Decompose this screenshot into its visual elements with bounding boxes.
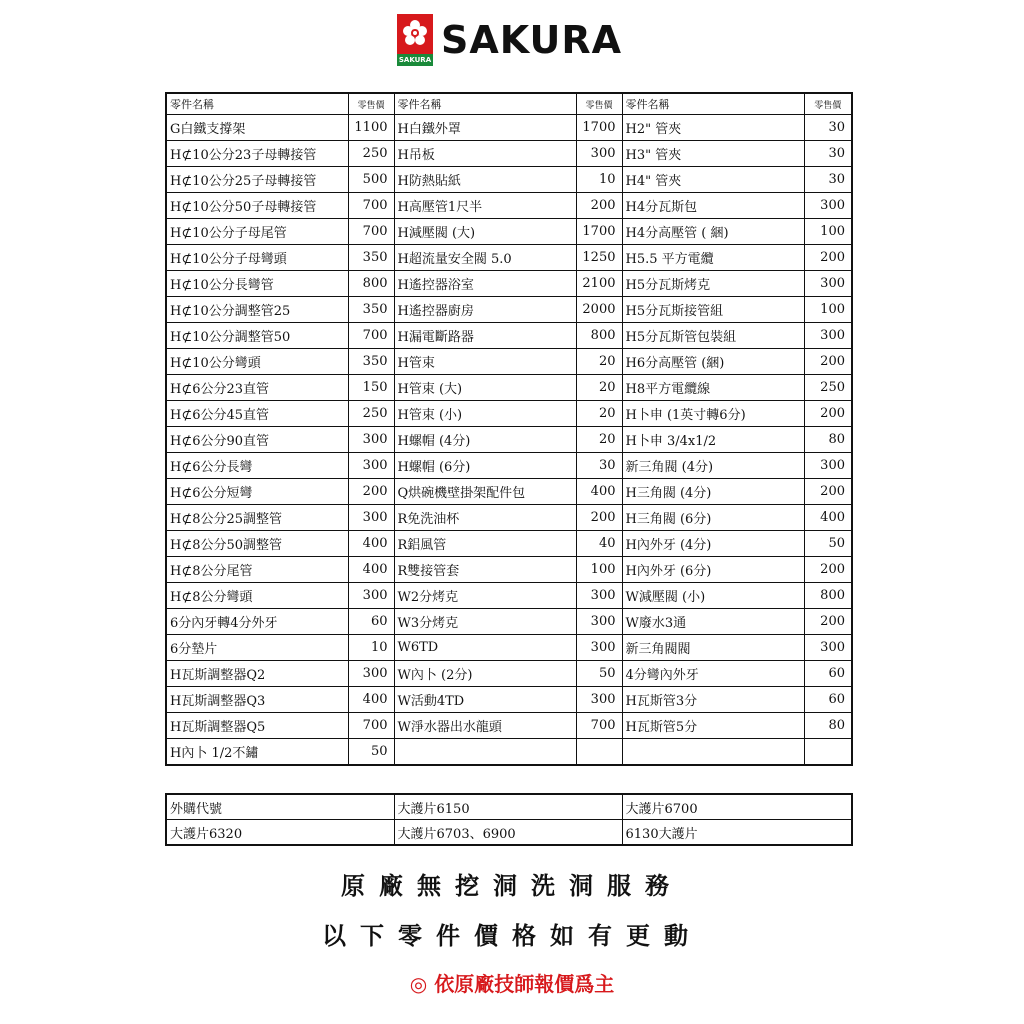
part-price: 20 <box>576 427 622 453</box>
part-price: 1700 <box>576 219 622 245</box>
table-row <box>166 323 852 349</box>
part-name: H內外牙 (4分) <box>622 531 804 557</box>
part-price: 300 <box>348 583 394 609</box>
part-price: 60 <box>804 661 852 687</box>
part-price: 400 <box>804 505 852 531</box>
part-name: R鋁風管 <box>394 531 576 557</box>
table-row <box>166 531 852 557</box>
table-row <box>166 609 852 635</box>
part-price: 40 <box>576 531 622 557</box>
header-part-name: 零件名稱 <box>394 93 576 115</box>
part-name: H⊄8公分50調整管 <box>166 531 348 557</box>
part-price: 1700 <box>576 115 622 141</box>
part-price: 400 <box>576 479 622 505</box>
part-name: H4" 管夾 <box>622 167 804 193</box>
part-price: 800 <box>804 583 852 609</box>
part-price: 300 <box>348 453 394 479</box>
part-price: 30 <box>804 141 852 167</box>
part-name: W淨水器出水龍頭 <box>394 713 576 739</box>
table-row <box>166 115 852 141</box>
part-price: 800 <box>576 323 622 349</box>
table-row <box>166 713 852 739</box>
part-price: 50 <box>804 531 852 557</box>
table-header-row <box>166 93 852 115</box>
part-name: H瓦斯調整器Q3 <box>166 687 348 713</box>
table-row <box>166 687 852 713</box>
part-price: 10 <box>348 635 394 661</box>
part-name: H瓦斯管5分 <box>622 713 804 739</box>
part-price: 300 <box>576 687 622 713</box>
part-price: 200 <box>804 401 852 427</box>
part-name: H管束 (小) <box>394 401 576 427</box>
part-name: R雙接管套 <box>394 557 576 583</box>
part-name: R免洗油杯 <box>394 505 576 531</box>
part-name: H螺帽 (4分) <box>394 427 576 453</box>
part-price: 250 <box>804 375 852 401</box>
part-name: W活動4TD <box>394 687 576 713</box>
part-name: H三角閥 (4分) <box>622 479 804 505</box>
part-name: H⊄10公分調整管50 <box>166 323 348 349</box>
part-price: 150 <box>348 375 394 401</box>
part-name <box>394 739 576 766</box>
part-name: H吊板 <box>394 141 576 167</box>
part-price: 30 <box>804 167 852 193</box>
part-name: H⊄6公分90直管 <box>166 427 348 453</box>
part-price: 30 <box>576 453 622 479</box>
part-price: 20 <box>576 401 622 427</box>
part-name: H8平方電纜線 <box>622 375 804 401</box>
part-name: H卜申 3/4x1/2 <box>622 427 804 453</box>
part-name: H瓦斯調整器Q5 <box>166 713 348 739</box>
part-price: 200 <box>576 193 622 219</box>
header-price: 零售價 <box>348 93 394 115</box>
part-price: 700 <box>348 193 394 219</box>
notice-no-drilling: 原廠無挖洞洗洞服務 <box>341 872 683 900</box>
part-price: 200 <box>576 505 622 531</box>
part-price: 100 <box>576 557 622 583</box>
part-name: H4分高壓管 ( 綑) <box>622 219 804 245</box>
part-price: 60 <box>348 609 394 635</box>
part-price: 200 <box>804 245 852 271</box>
part-name: H螺帽 (6分) <box>394 453 576 479</box>
part-name: H⊄10公分長彎管 <box>166 271 348 297</box>
part-price: 200 <box>804 479 852 505</box>
part-price: 80 <box>804 713 852 739</box>
part-price: 200 <box>804 557 852 583</box>
part-name: H⊄6公分45直管 <box>166 401 348 427</box>
part-name: H⊄8公分25調整管 <box>166 505 348 531</box>
part-name <box>622 739 804 766</box>
part-name: H三角閥 (6分) <box>622 505 804 531</box>
part-price: 1250 <box>576 245 622 271</box>
parts-price-table <box>165 92 853 766</box>
brand-logo <box>397 12 622 68</box>
part-price: 300 <box>804 453 852 479</box>
external-code-cell: 6130大護片 <box>622 820 852 846</box>
part-name: H4分瓦斯包 <box>622 193 804 219</box>
part-price: 700 <box>348 713 394 739</box>
table-row <box>166 271 852 297</box>
part-name: H卜申 (1英寸轉6分) <box>622 401 804 427</box>
part-name: H遙控器廚房 <box>394 297 576 323</box>
part-name: H⊄10公分子母彎頭 <box>166 245 348 271</box>
part-name: 4分彎內外牙 <box>622 661 804 687</box>
table-row <box>166 375 852 401</box>
part-name: 新三角閥閥 <box>622 635 804 661</box>
header-part-name: 零件名稱 <box>166 93 348 115</box>
part-price: 1100 <box>348 115 394 141</box>
table-row <box>166 739 852 766</box>
part-price: 800 <box>348 271 394 297</box>
table-row <box>166 219 852 245</box>
part-price: 50 <box>576 661 622 687</box>
table-row <box>166 427 852 453</box>
part-name: H瓦斯管3分 <box>622 687 804 713</box>
part-name: H內卜 1/2不鏽 <box>166 739 348 766</box>
part-name: H減壓閥 (大) <box>394 219 576 245</box>
table-row <box>166 453 852 479</box>
table-row <box>166 193 852 219</box>
logo-subtext: SAKURA <box>398 56 432 64</box>
part-price: 300 <box>576 583 622 609</box>
part-name: H⊄6公分短彎 <box>166 479 348 505</box>
table-row <box>166 635 852 661</box>
part-name: H⊄6公分23直管 <box>166 375 348 401</box>
part-name: H⊄6公分長彎 <box>166 453 348 479</box>
table-row <box>166 557 852 583</box>
part-name: H5分瓦斯接管組 <box>622 297 804 323</box>
part-price: 400 <box>348 531 394 557</box>
part-name: H管束 <box>394 349 576 375</box>
part-name: H超流量安全閥 5.0 <box>394 245 576 271</box>
part-name: H5分瓦斯管包裝組 <box>622 323 804 349</box>
part-name: Q烘碗機壁掛架配件包 <box>394 479 576 505</box>
part-price: 700 <box>576 713 622 739</box>
part-name: W2分烤克 <box>394 583 576 609</box>
table-row <box>166 297 852 323</box>
part-name: H⊄10公分50子母轉接管 <box>166 193 348 219</box>
sakura-flower-icon <box>397 14 433 66</box>
part-name: H⊄8公分彎頭 <box>166 583 348 609</box>
part-name: H防熱貼紙 <box>394 167 576 193</box>
table-row <box>166 583 852 609</box>
part-name: H瓦斯調整器Q2 <box>166 661 348 687</box>
part-name: H白鐵外罩 <box>394 115 576 141</box>
external-code-cell: 大護片6150 <box>394 794 622 820</box>
part-name: W3分烤克 <box>394 609 576 635</box>
part-name: H漏電斷路器 <box>394 323 576 349</box>
part-price: 200 <box>804 349 852 375</box>
part-name: 新三角閥 (4分) <box>622 453 804 479</box>
part-name: H⊄10公分調整管25 <box>166 297 348 323</box>
part-price: 300 <box>576 609 622 635</box>
header-price: 零售價 <box>576 93 622 115</box>
part-name: H管束 (大) <box>394 375 576 401</box>
part-name: W減壓閥 (小) <box>622 583 804 609</box>
table-row <box>166 505 852 531</box>
table-row <box>166 479 852 505</box>
part-name: H⊄10公分子母尾管 <box>166 219 348 245</box>
part-name: H⊄10公分23子母轉接管 <box>166 141 348 167</box>
part-price: 350 <box>348 245 394 271</box>
part-price: 300 <box>348 427 394 453</box>
part-price: 700 <box>348 323 394 349</box>
part-price: 60 <box>804 687 852 713</box>
part-price: 2100 <box>576 271 622 297</box>
part-name: 6分內牙轉4分外牙 <box>166 609 348 635</box>
header-price: 零售價 <box>804 93 852 115</box>
part-price: 300 <box>804 193 852 219</box>
part-price: 200 <box>348 479 394 505</box>
part-price: 250 <box>348 401 394 427</box>
part-price: 400 <box>348 687 394 713</box>
table-row <box>166 820 852 846</box>
table-row <box>166 661 852 687</box>
part-price: 300 <box>804 323 852 349</box>
part-price: 350 <box>348 297 394 323</box>
part-price: 20 <box>576 375 622 401</box>
part-name: 6分墊片 <box>166 635 348 661</box>
part-price: 400 <box>348 557 394 583</box>
notice-price-change: 以下零件價格如有更動 <box>322 922 702 950</box>
part-price: 100 <box>804 219 852 245</box>
part-price: 300 <box>576 635 622 661</box>
part-price: 700 <box>348 219 394 245</box>
external-codes-table <box>165 793 853 846</box>
table-row <box>166 349 852 375</box>
part-price: 300 <box>804 271 852 297</box>
part-name: H⊄10公分彎頭 <box>166 349 348 375</box>
table-row <box>166 794 852 820</box>
part-price: 300 <box>576 141 622 167</box>
part-price: 50 <box>348 739 394 766</box>
part-price: 500 <box>348 167 394 193</box>
part-name: W6TD <box>394 635 576 661</box>
part-price: 100 <box>804 297 852 323</box>
part-price: 200 <box>804 609 852 635</box>
part-price: 250 <box>348 141 394 167</box>
part-price: 30 <box>804 115 852 141</box>
part-price: 300 <box>348 661 394 687</box>
external-code-cell: 大護片6320 <box>166 820 394 846</box>
table-row <box>166 401 852 427</box>
header-part-name: 零件名稱 <box>622 93 804 115</box>
part-name: H內外牙 (6分) <box>622 557 804 583</box>
table-row <box>166 167 852 193</box>
external-code-cell: 外購代號 <box>166 794 394 820</box>
external-code-cell: 大護片6700 <box>622 794 852 820</box>
part-price <box>804 739 852 766</box>
notice-technician-quote: ◎ 依原廠技師報價爲主 <box>409 972 615 996</box>
part-name: W廢水3通 <box>622 609 804 635</box>
part-name: H2" 管夾 <box>622 115 804 141</box>
table-row <box>166 245 852 271</box>
external-code-cell: 大護片6703、6900 <box>394 820 622 846</box>
part-price: 80 <box>804 427 852 453</box>
table-row <box>166 141 852 167</box>
part-price: 300 <box>348 505 394 531</box>
part-name: H⊄8公分尾管 <box>166 557 348 583</box>
logo-wordmark: SAKURA <box>441 18 623 62</box>
part-price: 300 <box>804 635 852 661</box>
part-price: 10 <box>576 167 622 193</box>
part-price <box>576 739 622 766</box>
part-name: W內卜 (2分) <box>394 661 576 687</box>
part-name: H3" 管夾 <box>622 141 804 167</box>
part-price: 350 <box>348 349 394 375</box>
part-name: H⊄10公分25子母轉接管 <box>166 167 348 193</box>
part-name: H高壓管1尺半 <box>394 193 576 219</box>
part-price: 2000 <box>576 297 622 323</box>
part-name: G白鐵支撐架 <box>166 115 348 141</box>
part-price: 20 <box>576 349 622 375</box>
part-name: H6分高壓管 (綑) <box>622 349 804 375</box>
part-name: H5分瓦斯烤克 <box>622 271 804 297</box>
part-name: H遙控器浴室 <box>394 271 576 297</box>
part-name: H5.5 平方電纜 <box>622 245 804 271</box>
